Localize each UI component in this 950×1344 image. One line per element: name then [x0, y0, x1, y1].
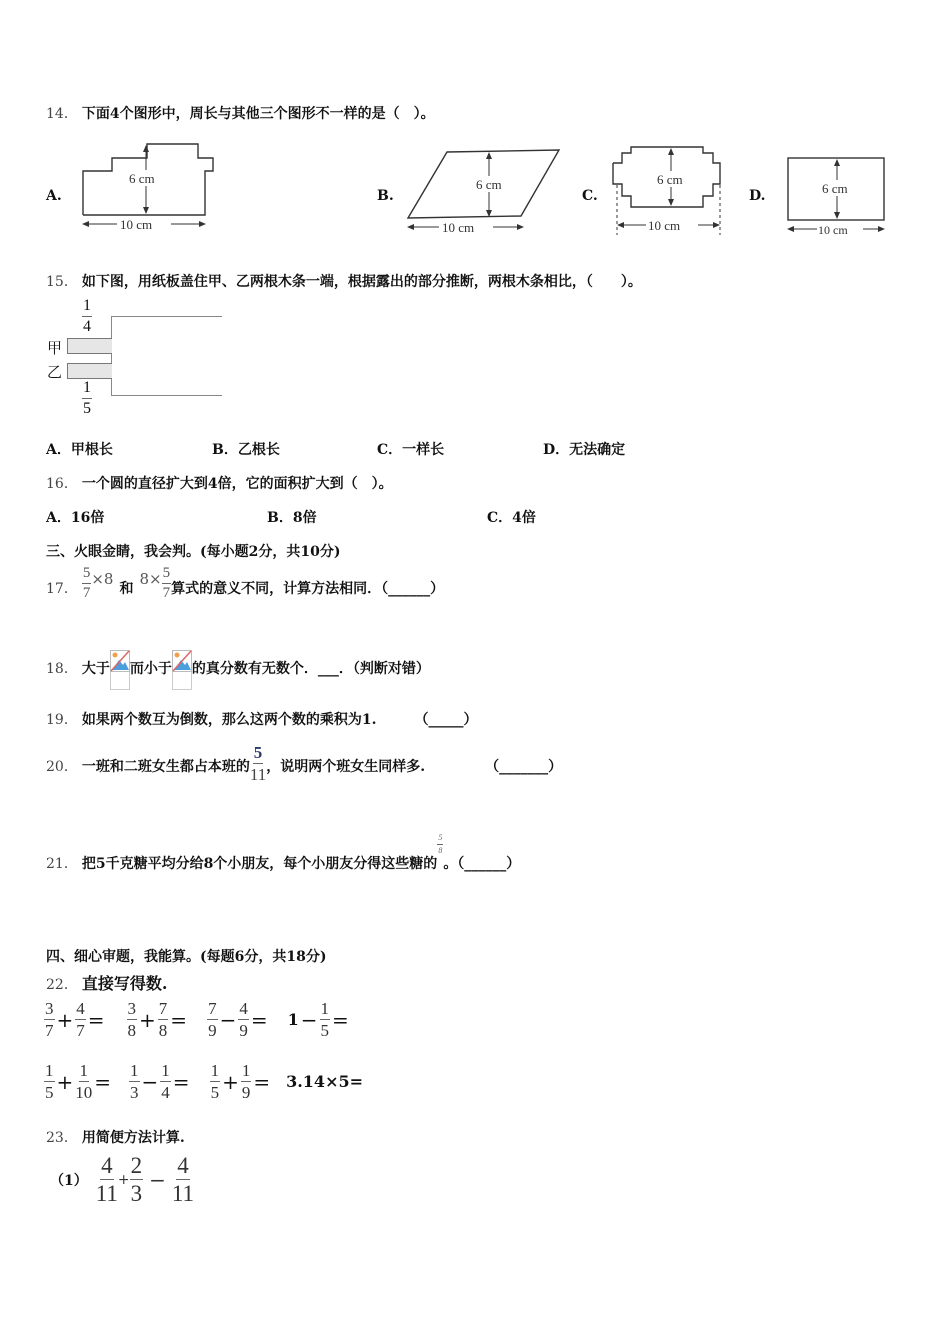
question-23: [46, 1127, 185, 1147]
question-text: 用简便方法计算.: [81, 1130, 185, 1146]
option-b: B．乙根长: [212, 442, 280, 458]
broken-image-icon: [110, 650, 130, 690]
question-19: [46, 709, 477, 729]
option-a-label: A.: [46, 188, 62, 204]
calc-row-1: $\frac{3}{7}$ + $\frac{4}{7}$ = $\frac{3}{8}$ + $\frac{7}{8}$ = $\frac{7}{9}$ − $\frac{4}{9}$ = 1 − $\frac{1}{5}$ =: [45, 999, 349, 1040]
stepped-both-figure: [610, 143, 725, 238]
question-number: 18．: [46, 661, 78, 677]
question-18: 18． 大于 而小于 的真分数有无数个．___．（判断对错）: [46, 650, 430, 690]
question-text: 下面4个图形中，周长与其他三个图形不一样的是（ ）。: [81, 106, 435, 122]
question-15: [46, 271, 642, 291]
strip-yi: [67, 363, 112, 379]
label-jia: 甲: [47, 339, 63, 357]
option-a: A．16倍: [46, 510, 105, 526]
answer-blank[interactable]: （_____）: [414, 712, 478, 728]
fraction-one-quarter: $\frac{1}{4}$: [83, 297, 91, 335]
rectangle-figure: [782, 155, 892, 240]
option-c: C．4倍: [487, 510, 536, 526]
question-number: 19．: [46, 712, 78, 728]
svg-text:10 cm: 10 cm: [818, 223, 848, 237]
option-d: D．无法确定: [543, 442, 626, 458]
fraction-5-7: $\frac{5}{7}$: [82, 565, 91, 601]
svg-text:6 cm: 6 cm: [476, 177, 502, 192]
question-number: 14．: [46, 106, 78, 122]
question-22: [46, 971, 167, 994]
svg-text:6 cm: 6 cm: [822, 181, 848, 196]
fraction-5-8: $\frac{5}{8}$: [438, 833, 443, 855]
svg-text:6 cm: 6 cm: [657, 172, 683, 187]
question-17: 17． $\frac{5}{7}$ ×8 和 8× $\frac{5}{7}$ 算式的意义不同，计算方法相同．（______）: [46, 565, 445, 601]
section-4-title: 四、细心审题，我能算。(每题6分，共18分): [46, 949, 327, 965]
svg-text:6 cm: 6 cm: [129, 171, 155, 186]
option-d-label: D.: [749, 188, 766, 204]
svg-text:10 cm: 10 cm: [648, 218, 681, 233]
fraction-5-11: $\frac{5}{11}$: [249, 743, 267, 784]
q23-expression: （1） $\frac{4}{11}$ + $\frac{2}{3}$ − $\frac{4}{11}$: [50, 1153, 195, 1206]
svg-text:10 cm: 10 cm: [442, 220, 475, 235]
wood-strips-figure: [40, 298, 240, 423]
question-text: 如下图，用纸板盖住甲、乙两根木条一端，根据露出的部分推断，两根木条相比，（ ）。: [81, 274, 642, 290]
label-yi: 乙: [47, 363, 63, 381]
question-number: 22．: [46, 977, 78, 993]
svg-text:10 cm: 10 cm: [120, 217, 153, 232]
option-a: A．甲根长: [46, 442, 113, 458]
calc-row-2: $\frac{1}{5}$ + $\frac{1}{10}$ = $\frac{1}{3}$ − $\frac{1}{4}$ = $\frac{1}{5}$ + $\frac{1}{9}$ = 3.14×5=: [45, 1061, 364, 1102]
question-number: 15．: [46, 274, 78, 290]
question-number: 23．: [46, 1130, 78, 1146]
section-3-title: 三、火眼金睛，我会判。(每小题2分，共10分): [46, 544, 341, 560]
option-b: B．8倍: [267, 510, 317, 526]
question-number: 16．: [46, 476, 78, 492]
answer-blank[interactable]: （_______）: [485, 759, 563, 775]
option-b-label: B.: [377, 188, 394, 204]
question-number: 21．: [46, 856, 78, 872]
question-20: 20． 一班和二班女生都占本班的 $\frac{5}{11}$ ，说明两个班女生同样多. （_______）: [46, 743, 563, 784]
question-14: [46, 103, 435, 123]
question-number: 20．: [46, 759, 78, 775]
question-number: 17．: [46, 581, 78, 597]
fraction-5-7: $\frac{5}{7}$: [162, 565, 171, 601]
option-c: C．一样长: [377, 442, 445, 458]
broken-image-icon: [172, 650, 192, 690]
parallelogram-figure: [405, 145, 565, 240]
fraction-one-fifth: $\frac{1}{5}$: [83, 379, 91, 417]
question-text: 如果两个数互为倒数，那么这两个数的乘积为1.: [81, 712, 377, 728]
question-text: 直接写得数.: [81, 974, 168, 993]
question-16: [46, 473, 393, 493]
option-c-label: C.: [582, 188, 598, 204]
cardboard-cover: [111, 316, 222, 396]
question-text: 一个圆的直径扩大到4倍，它的面积扩大到（ ）。: [81, 476, 393, 492]
question-21: 21． 把5千克糖平均分给8个小朋友，每个小朋友分得这些糖的 $\frac{5}{8}$ 。（______）: [46, 833, 521, 872]
stepped-shape-figure: [75, 140, 215, 235]
strip-jia: [67, 338, 112, 354]
